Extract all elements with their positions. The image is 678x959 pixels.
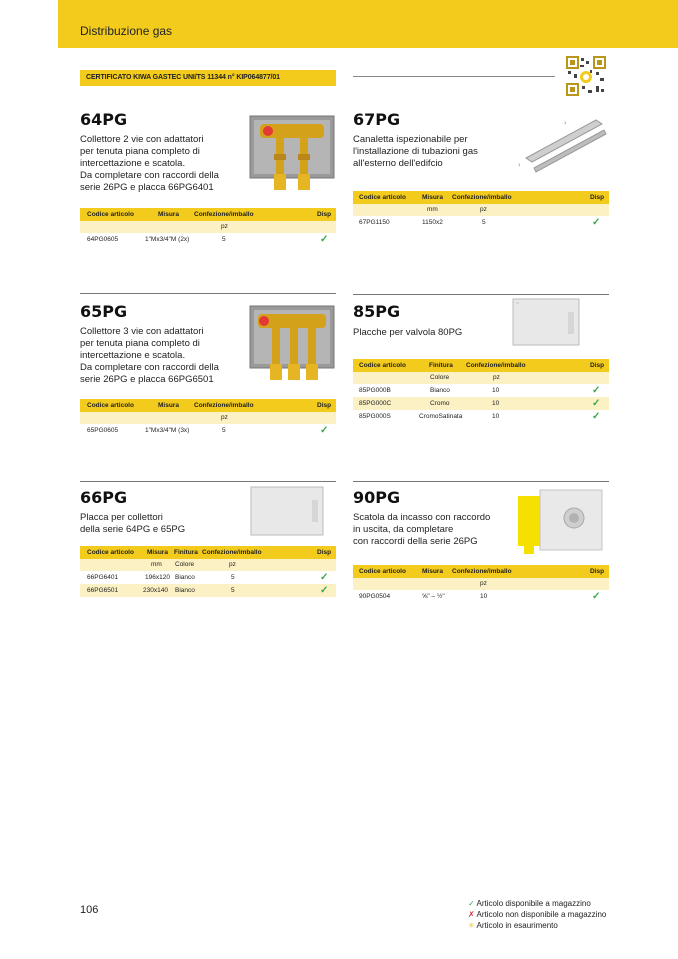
valve-plate-image bbox=[512, 298, 580, 346]
table-row: 85PG000S CromoSatinata 10 ✓ bbox=[353, 410, 609, 423]
availability-legend bbox=[468, 898, 606, 931]
legend-item-unavailable: ✗ Articolo non disponibile a magazzino bbox=[468, 910, 607, 919]
available-check-icon: ✓ bbox=[320, 585, 329, 596]
divider bbox=[80, 481, 336, 482]
available-check-icon: ✓ bbox=[320, 425, 329, 436]
check-icon: ✓ bbox=[468, 899, 475, 908]
available-check-icon: ✓ bbox=[320, 572, 329, 583]
table-row: 64PG0605 1"Mx3/4"M (2x) 5 ✓ bbox=[80, 233, 336, 246]
product-code-90pg: 90PG bbox=[353, 488, 401, 507]
asterisk-icon: ✳ bbox=[468, 921, 475, 930]
table-units-row: mm Colore pz bbox=[80, 559, 336, 571]
divider bbox=[353, 481, 609, 482]
table-units-row: Colore pz bbox=[353, 372, 609, 384]
table-units-row: pz bbox=[353, 578, 609, 590]
table-header: Codice articolo Misura Finitura Confezione/imballo Disp bbox=[80, 546, 336, 559]
table-header: Codice articolo Misura Confezione/imballo Disp bbox=[353, 565, 609, 578]
table-row: 67PG1150 1150x2 5 ✓ bbox=[353, 216, 609, 229]
svg-text:▭: ▭ bbox=[516, 301, 519, 305]
svg-text:1: 1 bbox=[518, 162, 521, 167]
product-code-65pg: 65PG bbox=[80, 302, 128, 321]
table-header: Codice articolo Misura Confezione/imballo Disp bbox=[80, 208, 336, 221]
product-code-85pg: 85PG bbox=[353, 302, 401, 321]
manifold-plate-image bbox=[250, 486, 324, 536]
product-code-67pg: 67PG bbox=[353, 110, 401, 129]
table-row: 66PG6501 230x140 Bianco 5 ✓ bbox=[80, 584, 336, 597]
section-header-bar bbox=[58, 0, 678, 48]
flush-box-image bbox=[512, 486, 608, 556]
certificate-banner: CERTIFICATO KIWA GASTEC UNI/TS 11344 n° KIP064877/01 bbox=[80, 70, 336, 86]
page-number: 106 bbox=[80, 904, 99, 916]
table-header: Codice articolo Misura Confezione/imballo Disp bbox=[353, 191, 609, 204]
table-header: Codice articolo Misura Confezione/imballo Disp bbox=[80, 399, 336, 412]
divider bbox=[353, 76, 555, 77]
cross-icon: ✗ bbox=[468, 910, 475, 919]
available-check-icon: ✓ bbox=[592, 385, 601, 396]
table-units-row: mm pz bbox=[353, 204, 609, 216]
manifold-2-way-image bbox=[248, 114, 336, 192]
legend-item-available: ✓ Articolo disponibile a magazzino bbox=[468, 899, 591, 908]
table-header: Codice articolo Finitura Confezione/imballo Disp bbox=[353, 359, 609, 372]
product-desc-64pg: Collettore 2 vie con adattatori per tenuta piana completo di intercettazione e scatola. Da completare con raccordi della serie 26PG e placca 66PG6401 bbox=[80, 134, 219, 193]
table-row: 85PG000C Cromo 10 ✓ bbox=[353, 397, 609, 410]
available-check-icon: ✓ bbox=[592, 411, 601, 422]
product-desc-65pg: Collettore 3 vie con adattatori per tenuta piana completo di intercettazione e scatola. Da completare con raccordi della serie 26PG e placca 66PG6501 bbox=[80, 326, 219, 385]
divider bbox=[353, 294, 609, 295]
channel-image bbox=[516, 114, 608, 174]
divider bbox=[80, 293, 336, 294]
product-desc-67pg: Canaletta ispezionabile per l'installazione di tubazioni gas all'esterno dell'edifcio bbox=[353, 134, 478, 169]
table-row: 66PG6401 196x120 Bianco 5 ✓ bbox=[80, 571, 336, 584]
product-desc-66pg: Placca per collettori della serie 64PG e 65PG bbox=[80, 512, 186, 535]
available-check-icon: ✓ bbox=[592, 591, 601, 602]
product-code-66pg: 66PG bbox=[80, 488, 128, 507]
legend-item-low-stock: ✳ Articolo in esaurimento bbox=[468, 921, 558, 930]
available-check-icon: ✓ bbox=[592, 217, 601, 228]
product-code-64pg: 64PG bbox=[80, 110, 128, 129]
product-desc-85pg: Placche per valvola 80PG bbox=[353, 327, 463, 338]
svg-text:1: 1 bbox=[564, 120, 567, 125]
table-row: 65PG0605 1"Mx3/4"M (3x) 5 ✓ bbox=[80, 424, 336, 437]
qr-code[interactable] bbox=[566, 56, 606, 96]
table-row: 85PG000B Bianco 10 ✓ bbox=[353, 384, 609, 397]
available-check-icon: ✓ bbox=[320, 234, 329, 245]
table-units-row: pz bbox=[80, 412, 336, 424]
manifold-3-way-image bbox=[248, 304, 336, 382]
product-desc-90pg: Scatola da incasso con raccordo in uscita, da completare con raccordi della serie 26PG bbox=[353, 512, 491, 547]
table-units-row: pz bbox=[80, 221, 336, 233]
available-check-icon: ✓ bbox=[592, 398, 601, 409]
section-title: Distribuzione gas bbox=[80, 24, 173, 38]
table-row: 90PG0504 ⅝" – ½" 10 ✓ bbox=[353, 590, 609, 603]
